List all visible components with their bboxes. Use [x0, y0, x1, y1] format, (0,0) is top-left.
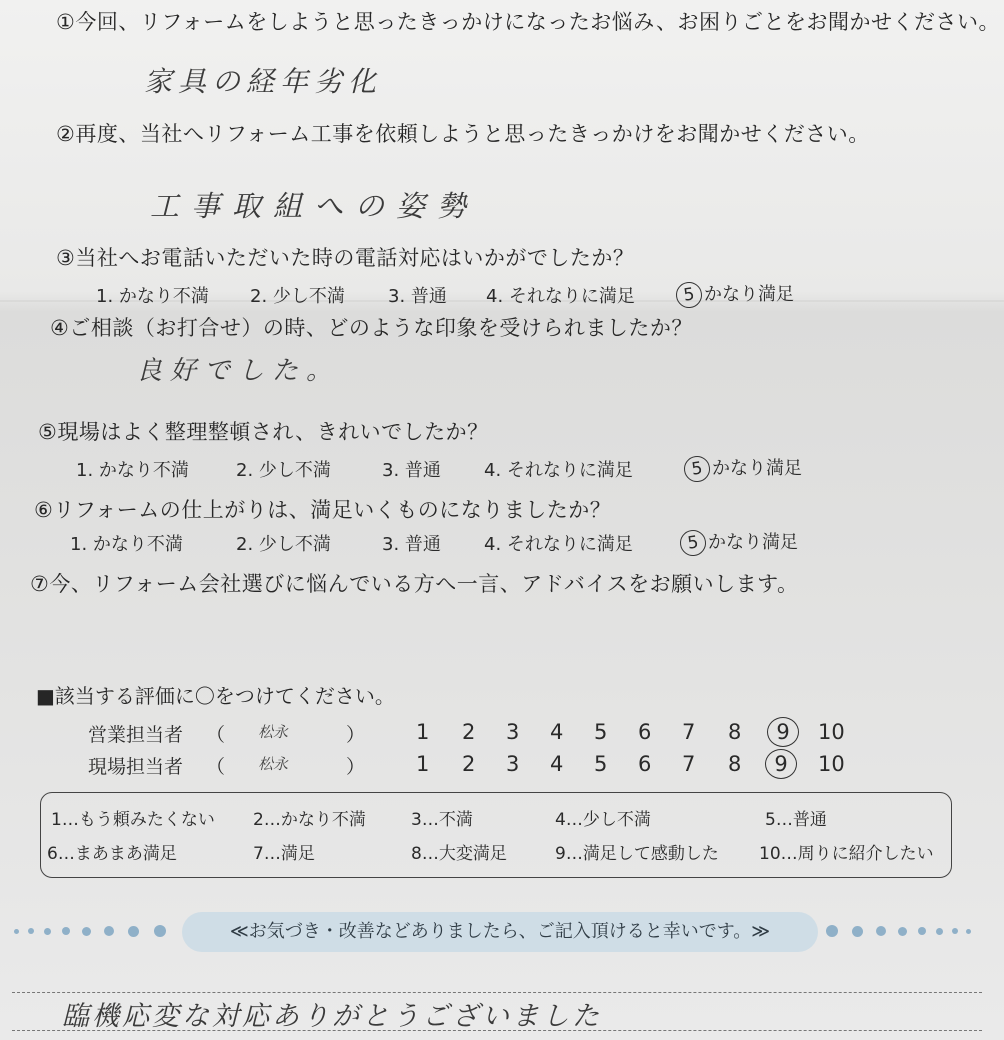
paren-left: （	[206, 724, 226, 746]
selection-circle: 5	[674, 280, 703, 309]
score-1: 1	[416, 752, 430, 776]
score-1: 1	[416, 720, 430, 744]
score-2: 2	[462, 720, 476, 744]
question-6: ⑥リフォームの仕上がりは、満足いくものになりましたか？	[34, 498, 612, 522]
comment-line	[12, 992, 982, 993]
option-4: 4. それなりに満足	[484, 534, 633, 555]
paren-right: ）	[346, 756, 366, 778]
option-2: 2. 少し不満	[250, 286, 345, 307]
rating-legend-box	[40, 792, 952, 878]
comment-banner: ≪お気づき・改善などありましたら、ご記入頂けると幸いです。≫	[182, 912, 818, 952]
score-6: 6	[638, 752, 652, 776]
option-3: 3. 普通	[382, 460, 441, 481]
site-staff-row	[88, 752, 868, 780]
score-8: 8	[728, 720, 742, 744]
legend-2: 2…かなり不満	[253, 810, 366, 830]
paren-left: （	[206, 756, 226, 778]
selection-circle: 5	[682, 454, 711, 483]
option-2: 2. 少し不満	[236, 460, 331, 481]
score-6: 6	[638, 720, 652, 744]
legend-6: 6…まあまあ満足	[47, 844, 177, 864]
legend-7: 7…満足	[253, 844, 315, 864]
answer-4-handwritten: 良好でした。	[136, 356, 341, 386]
decorative-dots-right	[826, 925, 996, 939]
comment-handwritten: 臨機応変な対応ありがとうございました	[62, 1001, 602, 1032]
paren-right: ）	[346, 724, 366, 746]
option-4: 4. それなりに満足	[484, 460, 633, 481]
legend-1: 1…もう頼みたくない	[51, 810, 215, 830]
score-4: 4	[550, 720, 564, 744]
question-5-options	[76, 456, 816, 480]
sales-staff-row	[88, 720, 868, 748]
selection-circle: 5	[678, 528, 707, 557]
decorative-dots-left	[14, 925, 184, 939]
score-9-selected: 9	[765, 749, 797, 779]
comment-line	[12, 1030, 982, 1031]
answer-2-handwritten: 工事取組への姿勢	[150, 189, 479, 223]
legend-8: 8…大変満足	[411, 844, 507, 864]
option-1: 1. かなり不満	[70, 534, 183, 555]
question-3: ③当社へお電話いただいた時の電話対応はいかがでしたか？	[56, 246, 635, 270]
option-1: 1. かなり不満	[96, 286, 209, 307]
question-3-options	[96, 282, 816, 306]
staff-role: 現場担当者	[88, 756, 184, 778]
score-4: 4	[550, 752, 564, 776]
legend-5: 5…普通	[765, 810, 827, 830]
option-2: 2. 少し不満	[236, 534, 331, 555]
score-5: 5	[594, 720, 608, 744]
option-5-selected: 5 かなり満足	[684, 454, 802, 482]
score-3: 3	[506, 720, 520, 744]
score-2: 2	[462, 752, 476, 776]
staff-name-handwritten: 松永	[258, 755, 289, 773]
score-7: 7	[682, 720, 696, 744]
option-4: 4. それなりに満足	[486, 286, 635, 307]
legend-3: 3…不満	[411, 810, 473, 830]
option-3: 3. 普通	[382, 534, 441, 555]
score-5: 5	[594, 752, 608, 776]
score-9-selected: 9	[767, 717, 799, 747]
option-5-selected: 5 かなり満足	[680, 528, 798, 556]
question-7: ⑦今、リフォーム会社選びに悩んでいる方へ一言、アドバイスをお願いします。	[30, 572, 799, 596]
question-5: ⑤現場はよく整理整頓され、きれいでしたか？	[38, 420, 489, 444]
question-6-options	[70, 530, 820, 554]
score-3: 3	[506, 752, 520, 776]
legend-10: 10…周りに紹介したい	[759, 844, 934, 864]
legend-9: 9…満足して感動した	[555, 844, 719, 864]
option-1: 1. かなり不満	[76, 460, 189, 481]
legend-4: 4…少し不満	[555, 810, 651, 830]
option-5-selected: 5 かなり満足	[676, 280, 794, 308]
option-3: 3. 普通	[388, 286, 447, 307]
answer-1-handwritten: 家具の経年劣化	[144, 65, 383, 98]
question-2: ②再度、当社へリフォーム工事を依頼しようと思ったきっかけをお聞かせください。	[56, 122, 870, 146]
staff-role: 営業担当者	[88, 724, 184, 746]
question-4: ④ご相談（お打合せ）の時、どのような印象を受けられましたか？	[50, 316, 693, 340]
score-7: 7	[682, 752, 696, 776]
evaluation-title: ■該当する評価に〇をつけてください。	[36, 684, 395, 708]
question-1: ①今回、リフォームをしようと思ったきっかけになったお悩み、お困りごとをお聞かせください。	[56, 10, 1001, 34]
score-10: 10	[818, 720, 845, 744]
score-10: 10	[818, 752, 845, 776]
staff-name-handwritten: 松永	[258, 723, 289, 741]
score-8: 8	[728, 752, 742, 776]
